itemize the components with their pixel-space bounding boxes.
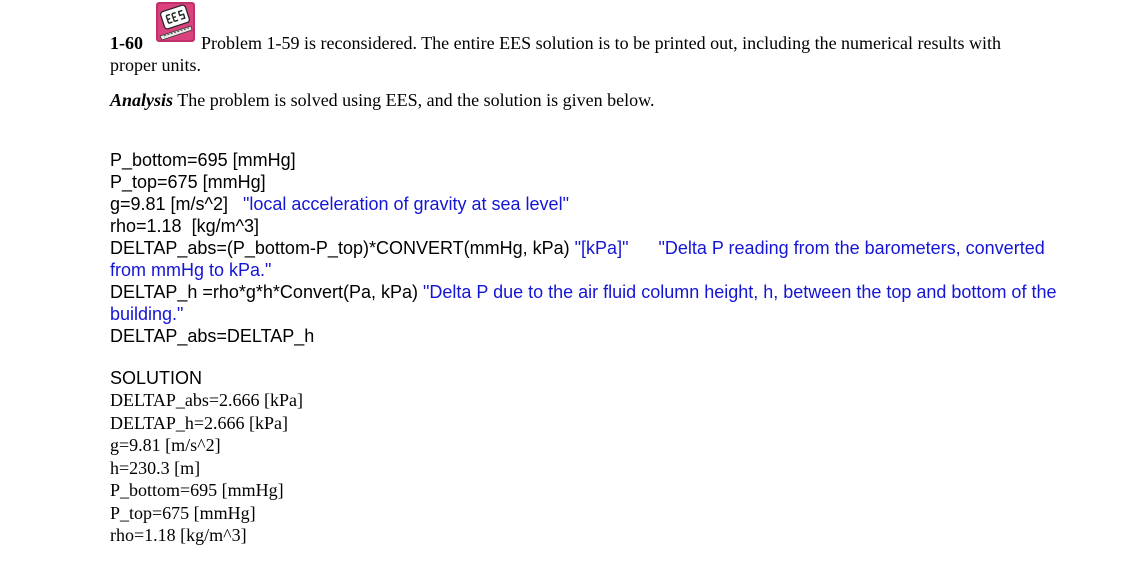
solution-result: DELTAP_h=2.666 [kPa] (110, 412, 289, 433)
analysis-label: Analysis (110, 90, 174, 110)
solution-result: P_top=675 [mmHg] (110, 502, 256, 523)
solution-result: rho=1.18 [kg/m^3] (110, 525, 247, 545)
code-statement: g=9.81 [m/s^2] (110, 194, 244, 214)
code-line (110, 193, 1070, 215)
solution-result: g=9.81 [m/s^2] (110, 435, 221, 455)
code-comment: "local acceleration of gravity at sea level" (243, 194, 569, 214)
solution-result: P_bottom=695 [mmHg] (110, 480, 284, 500)
analysis-paragraph (110, 89, 1090, 111)
code-line (110, 149, 1070, 171)
solution-result: h=230.3 [m] (110, 457, 201, 478)
code-line (110, 171, 1070, 193)
code-line (110, 215, 1070, 237)
code-statement: rho=1.18 [kg/m^3] (110, 216, 260, 236)
code-statement: DELTAP_abs=DELTAP_h (110, 326, 315, 346)
code-comment: "Delta P due to the air fluid column height, h, between the top and bottom of the building." (110, 282, 1062, 324)
solution-header: SOLUTION (110, 368, 203, 388)
solution-results (110, 389, 710, 547)
code-line (110, 237, 1070, 281)
code-statement: DELTAP_abs=(P_bottom-P_top)*CONVERT(mmHg, kPa) (110, 238, 575, 258)
code-line (110, 325, 1070, 347)
code-line (110, 281, 1070, 325)
code-statement: P_top=675 [mmHg] (110, 172, 266, 192)
code-statement: P_bottom=695 [mmHg] (110, 150, 296, 170)
solution-result: DELTAP_abs=2.666 [kPa] (110, 390, 304, 410)
ees-code-block (110, 149, 1070, 347)
problem-statement (110, 32, 1090, 76)
problem-number: 1-60 (110, 33, 143, 53)
code-statement: DELTAP_h =rho*g*h*Convert(Pa, kPa) (110, 282, 423, 302)
solution-block (110, 367, 710, 547)
problem-text: Problem 1-59 is reconsidered. The entire EES solution is to be printed out, including the numerical results with (201, 33, 1002, 53)
problem-text-continued: proper units. (110, 55, 201, 75)
analysis-text: The problem is solved using EES, and the solution is given below. (173, 90, 655, 110)
code-comment: "[kPa]" "Delta P reading from the barometers, converted from mmHg to kPa." (110, 238, 1050, 280)
